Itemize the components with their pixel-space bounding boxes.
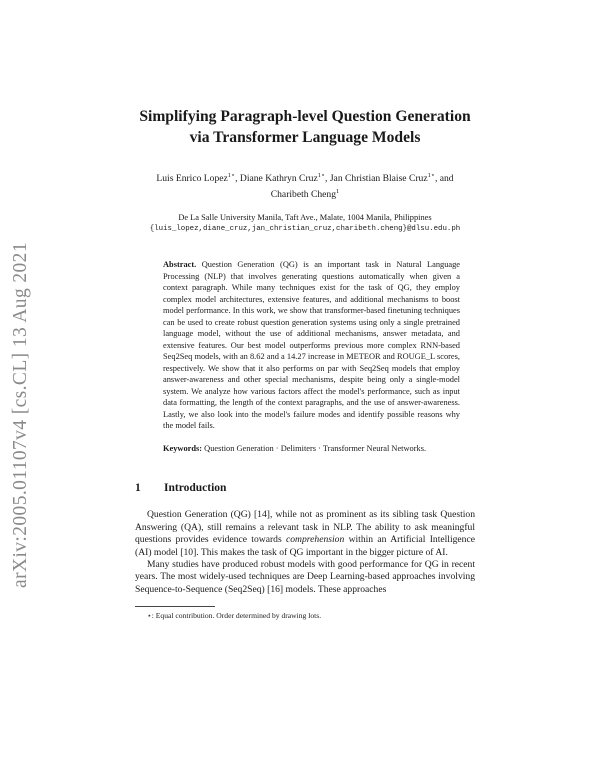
paper-page <box>135 0 475 621</box>
author-list <box>135 169 475 201</box>
author-mark: 1 <box>336 188 340 196</box>
abstract <box>163 259 460 432</box>
author: Luis Enrico Lopez$^{1⋆}$, <box>156 172 240 185</box>
author-mark: 1⋆ <box>317 172 326 179</box>
paragraph: Question Generation (QG) [14], while not as prominent as its sibling task Question Answering (QA), still remains a relevant task in NLP. The ability to ask meaningful questions provides evidence towards comprehension within an Artificial Intelligence (AI) model [10]. This makes the task of QG important in the bigger picture of AI. <box>135 509 475 558</box>
author: Jan Christian Blaise Cruz$^{1⋆}$, and <box>329 172 454 185</box>
section-heading <box>135 481 475 495</box>
paper-title: Simplifying Paragraph-level Question Generation via Transformer Language Models <box>139 108 471 146</box>
arxiv-identifier: arXiv:2005.01107v4 [cs.CL] 13 Aug 2021 <box>10 242 31 588</box>
footnote: ⋆: Equal contribution. Order determined by drawing lots. <box>147 611 322 621</box>
affiliation: De La Salle University Manila, Taft Ave., Malate, 1004 Manila, Philippines <box>178 213 432 223</box>
section-number: 1 <box>135 482 141 495</box>
keywords <box>163 443 460 455</box>
abstract-label: Abstract. <box>163 260 197 270</box>
author: Charibeth Cheng$^1$ <box>270 188 340 201</box>
section-title: Introduction <box>164 482 227 495</box>
author-mark: 1⋆ <box>427 172 435 179</box>
emphasis: comprehension <box>286 534 345 546</box>
footnote-rule <box>135 606 215 607</box>
author-mark: 1⋆ <box>227 172 236 179</box>
affiliation-block <box>135 212 475 235</box>
abstract-text: Question Generation (QG) is an important task in Natural Language Processing (NLP) that involves generating questions automatically when given a context paragraph. While many techniques exist for the task of QG, they employ complex model architectures, extensive features, and additional mechanisms to boost model performance. In this work, we show that transformer-based finetuning techniques can be used to create robust question generation systems using only a single pretrained language model, without the use of additional mechanisms, answer metadata, and extensive features. Our best model outperforms previous more complex RNN-based Seq2Seq models, with an 8.62 and a 14.27 increase in METEOR and ROUGE_L scores, respectively. We show that it also performs on par with Seq2Seq models that employ answer-awareness and other special mechanisms, despite being only a single-model system. We analyze how various factors affect the model's performance, such as input data formatting, the length of the context paragraphs, and the use of answer-awareness. Lastly, we also look into the model's failure modes and identify possible reasons why the model fails. <box>163 260 461 431</box>
body-text <box>135 509 475 596</box>
keywords-label: Keywords: <box>163 443 203 453</box>
paragraph: Many studies have produced robust models with good performance for QG in recent years. The most widely-used techniques are Deep Learning-based approaches involving Sequence-to-Sequence (Seq2Seq) [16] models. These approaches <box>135 559 475 595</box>
arxiv-side-label <box>6 215 36 615</box>
keywords-text: Question Generation · Delimiters · Transformer Neural Networks. <box>204 443 427 453</box>
author: Diane Kathryn Cruz$^{1⋆}$, <box>239 172 330 185</box>
author-emails: {luis_lopez,diane_cruz,jan_christian_cruz,charibeth.cheng}@dlsu.edu.ph <box>149 224 461 233</box>
